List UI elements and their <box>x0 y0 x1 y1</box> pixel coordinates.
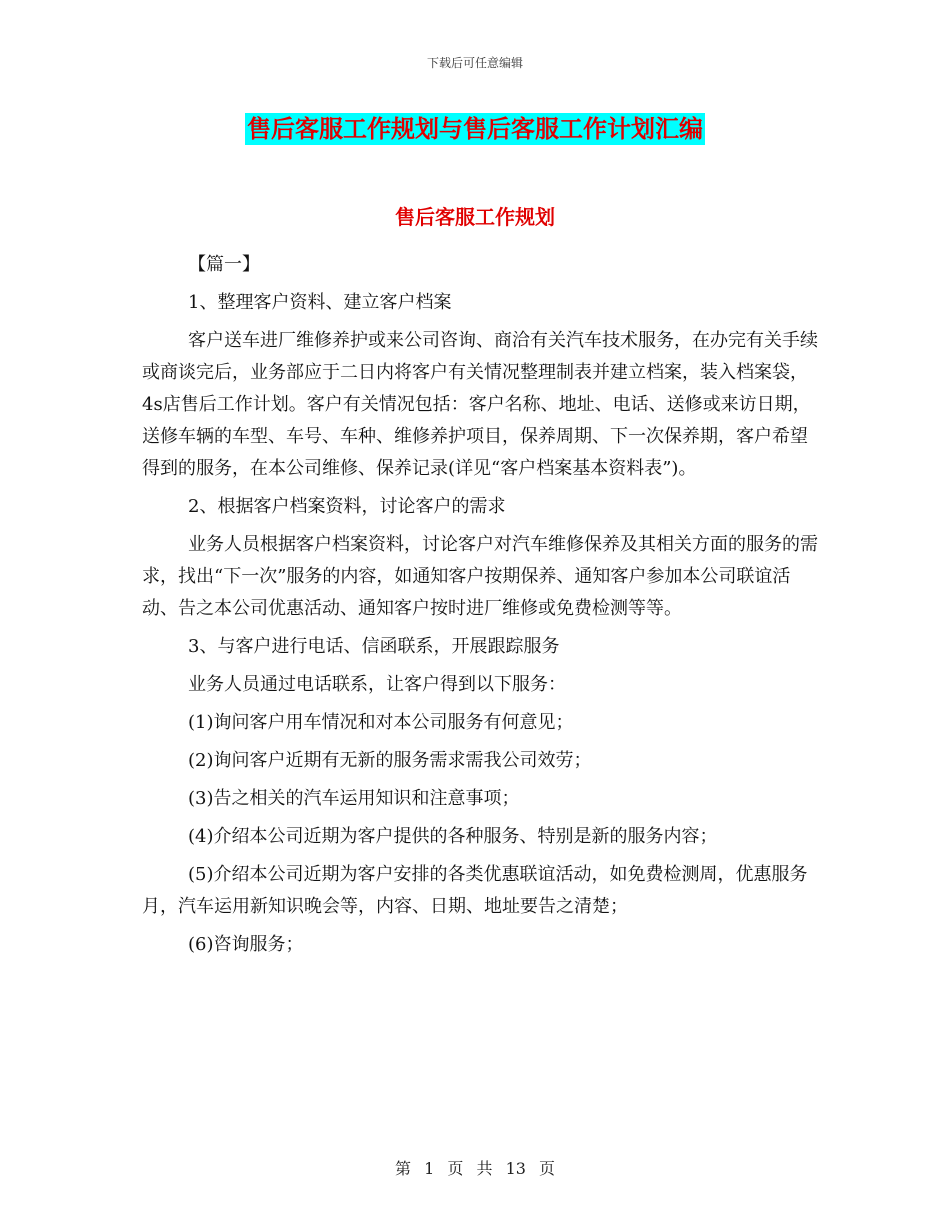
total-prefix: 共 <box>476 1159 493 1178</box>
paragraph-3: 业务人员通过电话联系，让客户得到以下服务： <box>188 674 566 695</box>
total-unit: 页 <box>539 1159 556 1178</box>
sub-title: 售后客服工作规划 <box>395 205 555 229</box>
paragraph-2: 业务人员根据客户档案资料，讨论客户对汽车维修保养及其相关方面的服务的需求，找出“下一次”服务的内容，如通知客户按期保养、通知客户参加本公司联谊活动、告之本公司优惠活动、通知客户按时进厂维修或免费检测等等。 <box>142 534 818 619</box>
header-note: 下载后可任意编辑 <box>426 56 523 70</box>
main-title: 售后客服工作规划与售后客服工作计划汇编 <box>247 115 703 143</box>
page-prefix: 第 <box>394 1159 411 1178</box>
list-item: (5)介绍本公司近期为客户安排的各类优惠联谊活动，如免费检测周，优惠服务月，汽车运用新知识晚会等，内容、日期、地址要告之清楚； <box>142 864 808 917</box>
page-unit: 页 <box>447 1159 464 1178</box>
page-total: 13 <box>505 1159 526 1178</box>
list-item: (6)咨询服务； <box>188 934 304 955</box>
main-title-wrap <box>0 113 950 145</box>
page-current: 1 <box>424 1159 435 1178</box>
heading-2: 2、根据客户档案资料，讨论客户的需求 <box>188 496 506 517</box>
list-item: (2)询问客户近期有无新的服务需求需我公司效劳； <box>188 750 592 771</box>
section-label: 【篇一】 <box>188 254 260 275</box>
list-item: (1)询问客户用车情况和对本公司服务有何意见； <box>188 712 574 733</box>
paragraph-1: 客户送车进厂维修养护或来公司咨询、商洽有关汽车技术服务，在办完有关手续或商谈完后，业务部应于二日内将客户有关情况整理制表并建立档案，装入档案袋，4s店售后工作计划。客户有关情况包括：客户名称、地址、电话、送修或来访日期，送修车辆的车型、车号、车种、维修养护项目，保养周期、下一次保养期，客户希望得到的服务，在本公司维修、保养记录(详见“客户档案基本资料表”)。 <box>142 330 818 479</box>
page-footer <box>0 1156 950 1179</box>
heading-3: 3、与客户进行电话、信函联系，开展跟踪服务 <box>188 636 560 657</box>
list-item: (4)介绍本公司近期为客户提供的各种服务、特别是新的服务内容； <box>188 826 718 847</box>
body-text <box>142 249 822 967</box>
heading-1: 1、整理客户资料、建立客户档案 <box>188 292 452 313</box>
list-item: (3)告之相关的汽车运用知识和注意事项； <box>188 788 520 809</box>
